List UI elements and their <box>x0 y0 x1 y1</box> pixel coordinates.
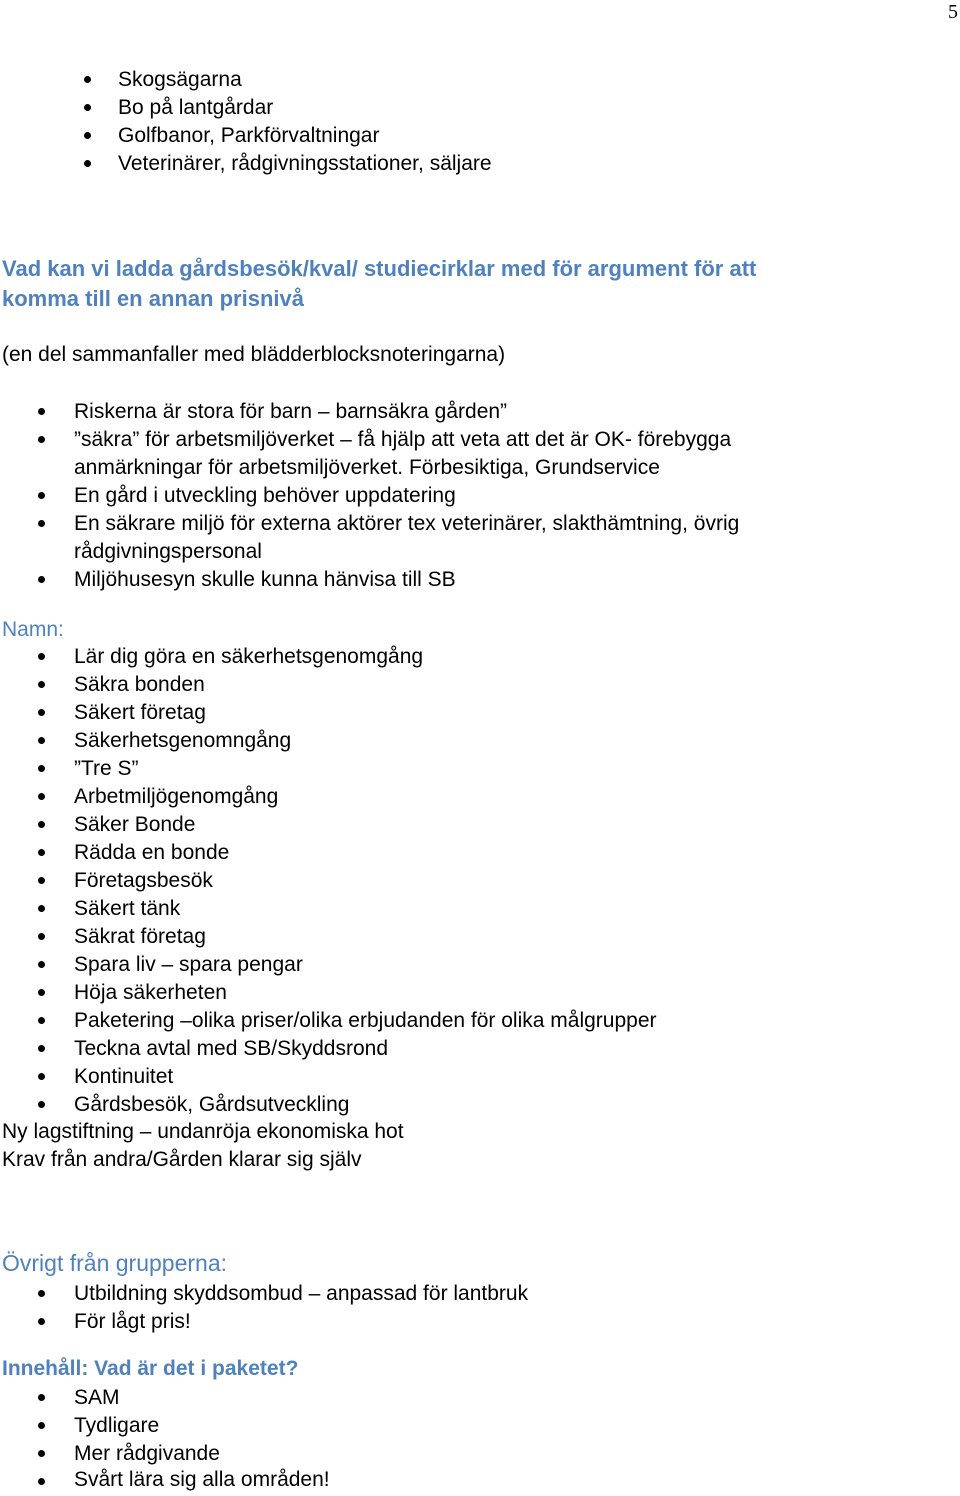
bullet-icon <box>38 681 45 688</box>
bullet-icon <box>84 104 91 111</box>
bullet-icon <box>38 793 45 800</box>
list-item: Gårdsbesök, Gårdsutveckling <box>74 1093 350 1116</box>
section-note: (en del sammanfaller med blädderblocksnoteringarna) <box>2 343 506 366</box>
names-label: Namn: <box>2 618 64 641</box>
list-item: Säkert företag <box>74 701 206 724</box>
bullet-icon <box>38 849 45 856</box>
bullet-icon <box>38 877 45 884</box>
list-item: Svårt lära sig alla områden! <box>74 1468 330 1491</box>
bullet-icon <box>38 1045 45 1052</box>
list-item: Lär dig göra en säkerhetsgenomgång <box>74 645 424 668</box>
list-item: Kontinuitet <box>74 1065 174 1088</box>
list-item-continued: rådgivningspersonal <box>74 540 262 563</box>
list-item: Säker Bonde <box>74 813 196 836</box>
list-item: Teckna avtal med SB/Skyddsrond <box>74 1037 388 1060</box>
list-item: Säkert tänk <box>74 897 181 920</box>
list-item: SAM <box>74 1386 120 1409</box>
list-item: Miljöhusesyn skulle kunna hänvisa till SB <box>74 568 456 591</box>
bullet-icon <box>38 1422 45 1429</box>
list-item: Höja säkerheten <box>74 981 227 1004</box>
bullet-icon <box>38 492 45 499</box>
bullet-icon <box>38 1394 45 1401</box>
list-item: För lågt pris! <box>74 1310 191 1333</box>
list-item: Säkerhetsgenomngång <box>74 729 292 752</box>
list-item: Paketering –olika priser/olika erbjudanden för olika målgrupper <box>74 1009 657 1032</box>
bullet-icon <box>38 1478 45 1485</box>
bullet-icon <box>38 933 45 940</box>
list-item: Arbetmiljögenomgång <box>74 785 279 808</box>
bullet-icon <box>38 765 45 772</box>
bullet-icon <box>38 520 45 527</box>
list-item: Tydligare <box>74 1414 160 1437</box>
list-item: En säkrare miljö för externa aktörer tex veterinärer, slakthämtning, övrig <box>74 512 740 535</box>
list-item: Mer rådgivande <box>74 1442 220 1465</box>
bullet-icon <box>38 821 45 828</box>
list-item: Rädda en bonde <box>74 841 230 864</box>
list-item: Företagsbesök <box>74 869 213 892</box>
list-item: Spara liv – spara pengar <box>74 953 303 976</box>
section-heading: Övrigt från grupperna: <box>2 1250 228 1276</box>
list-item: Säkra bonden <box>74 673 205 696</box>
list-item: Riskerna är stora för barn – barnsäkra gården” <box>74 400 508 423</box>
bullet-icon <box>84 132 91 139</box>
bullet-icon <box>38 961 45 968</box>
list-item: Säkrat företag <box>74 925 206 948</box>
bullet-icon <box>38 1073 45 1080</box>
section-heading: Vad kan vi ladda gårdsbesök/kval/ studiecirklar med för argument för att <box>2 256 757 281</box>
list-item: Golfbanor, Parkförvaltningar <box>118 124 380 147</box>
section-heading: Innehåll: Vad är det i paketet? <box>2 1357 299 1380</box>
list-item: En gård i utveckling behöver uppdatering <box>74 484 456 507</box>
paragraph-line: Ny lagstiftning – undanröja ekonomiska hot <box>2 1120 404 1143</box>
bullet-icon <box>38 1318 45 1325</box>
bullet-icon <box>38 1017 45 1024</box>
section-heading-continued: komma till en annan prisnivå <box>2 286 304 311</box>
list-item-continued: anmärkningar för arbetsmiljöverket. Förbesiktiga, Grundservice <box>74 456 660 479</box>
page-number: 5 <box>948 1 958 23</box>
bullet-icon <box>38 709 45 716</box>
bullet-icon <box>38 436 45 443</box>
bullet-icon <box>38 408 45 415</box>
list-item: Bo på lantgårdar <box>118 96 274 119</box>
bullet-icon <box>38 1101 45 1108</box>
bullet-icon <box>38 905 45 912</box>
bullet-icon <box>38 576 45 583</box>
bullet-icon <box>38 653 45 660</box>
bullet-icon <box>84 160 91 167</box>
list-item: ”Tre S” <box>74 757 139 780</box>
bullet-icon <box>38 1290 45 1297</box>
bullet-icon <box>38 737 45 744</box>
bullet-icon <box>38 989 45 996</box>
list-item: Utbildning skyddsombud – anpassad för lantbruk <box>74 1282 529 1305</box>
paragraph-line: Krav från andra/Gården klarar sig själv <box>2 1148 362 1171</box>
bullet-icon <box>38 1450 45 1457</box>
list-item: ”säkra” för arbetsmiljöverket – få hjälp att veta att det är OK- förebygga <box>74 428 732 451</box>
list-item: Veterinärer, rådgivningsstationer, säljare <box>118 152 492 175</box>
bullet-icon <box>84 76 91 83</box>
list-item: Skogsägarna <box>118 68 242 91</box>
